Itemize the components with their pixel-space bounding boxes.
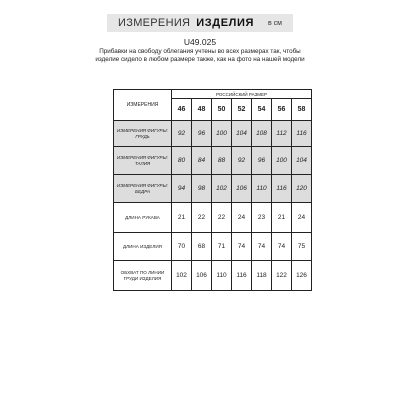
size-header-cell: 50 xyxy=(212,99,232,121)
value-cell: 88 xyxy=(212,147,232,175)
row-label: ИЗМЕРЕНИЯ ФИГУРЫ: ТАЛИЯ xyxy=(114,147,172,175)
value-cell: 23 xyxy=(252,203,272,233)
value-cell: 84 xyxy=(192,147,212,175)
value-cell: 71 xyxy=(212,233,232,261)
value-cell: 21 xyxy=(272,203,292,233)
table-row xyxy=(114,147,312,175)
value-cell: 110 xyxy=(252,175,272,203)
table-row xyxy=(114,121,312,147)
value-cell: 122 xyxy=(272,261,292,291)
title-measurements: ИЗМЕРЕНИЯ xyxy=(118,17,191,29)
value-cell: 118 xyxy=(252,261,272,291)
title-banner xyxy=(107,14,293,32)
value-cell: 92 xyxy=(232,147,252,175)
value-cell: 126 xyxy=(292,261,312,291)
title-unit: в см xyxy=(267,19,282,27)
value-cell: 116 xyxy=(292,121,312,147)
table-row xyxy=(114,261,312,291)
value-cell: 74 xyxy=(232,233,252,261)
value-cell: 102 xyxy=(212,175,232,203)
ru-size-header: РОССИЙСКИЙ РАЗМЕР xyxy=(172,90,312,99)
product-code: U49.025 xyxy=(183,37,217,47)
row-label: ИЗМЕРЕНИЯ ФИГУРЫ: БЕДРА xyxy=(114,175,172,203)
value-cell: 24 xyxy=(292,203,312,233)
value-cell: 96 xyxy=(252,147,272,175)
value-cell: 70 xyxy=(172,233,192,261)
size-table xyxy=(113,89,312,291)
value-cell: 100 xyxy=(212,121,232,147)
value-cell: 94 xyxy=(172,175,192,203)
size-header-cell: 52 xyxy=(232,99,252,121)
value-cell: 98 xyxy=(192,175,212,203)
title-garment: ИЗДЕЛИЯ xyxy=(196,17,254,29)
row-label: ИЗМЕРЕНИЯ ФИГУРЫ: ГРУДЬ xyxy=(114,121,172,147)
measure-header: ИЗМЕРЕНИЯ xyxy=(114,90,172,121)
fit-note: Прибавки на свободу облегания учтены во всех размерах так, чтобы изделие сидело в любом размере также, как на фото на нашей модели xyxy=(95,48,305,63)
value-cell: 75 xyxy=(292,233,312,261)
value-cell: 24 xyxy=(232,203,252,233)
value-cell: 116 xyxy=(232,261,252,291)
size-header-cell: 54 xyxy=(252,99,272,121)
value-cell: 68 xyxy=(192,233,212,261)
value-cell: 92 xyxy=(172,121,192,147)
row-label: ОБХВАТ ПО ЛИНИИ ГРУДИ ИЗДЕЛИЯ xyxy=(114,261,172,291)
value-cell: 106 xyxy=(232,175,252,203)
table-row xyxy=(114,233,312,261)
value-cell: 102 xyxy=(172,261,192,291)
value-cell: 74 xyxy=(252,233,272,261)
size-header-cell: 58 xyxy=(292,99,312,121)
row-label: ДЛИНА РУКАВА xyxy=(114,203,172,233)
size-header-cell: 48 xyxy=(192,99,212,121)
value-cell: 108 xyxy=(252,121,272,147)
value-cell: 96 xyxy=(192,121,212,147)
value-cell: 22 xyxy=(192,203,212,233)
value-cell: 100 xyxy=(272,147,292,175)
size-header-cell: 46 xyxy=(172,99,192,121)
value-cell: 104 xyxy=(232,121,252,147)
value-cell: 116 xyxy=(272,175,292,203)
size-header-cell: 56 xyxy=(272,99,292,121)
value-cell: 22 xyxy=(212,203,232,233)
value-cell: 21 xyxy=(172,203,192,233)
value-cell: 110 xyxy=(212,261,232,291)
table-row xyxy=(114,175,312,203)
row-label: ДЛИНА ИЗДЕЛИЯ xyxy=(114,233,172,261)
value-cell: 80 xyxy=(172,147,192,175)
value-cell: 112 xyxy=(272,121,292,147)
value-cell: 106 xyxy=(192,261,212,291)
table-row xyxy=(114,203,312,233)
value-cell: 120 xyxy=(292,175,312,203)
value-cell: 104 xyxy=(292,147,312,175)
value-cell: 74 xyxy=(272,233,292,261)
